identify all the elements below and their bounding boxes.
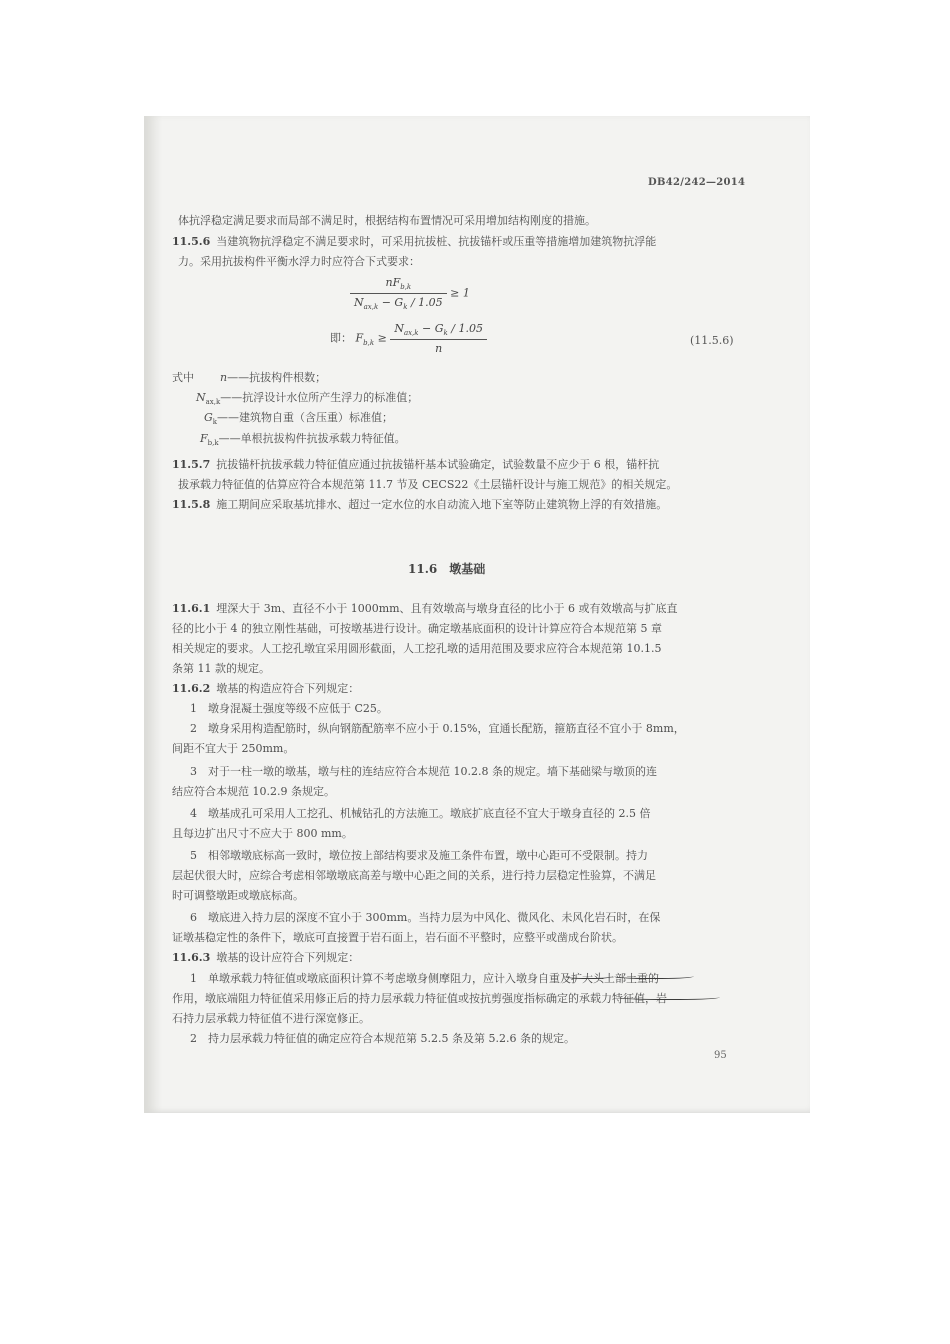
where-item: $N_{ax,k}——$抗浮设计水位所产生浮力的标准值； [196,391,419,407]
clause-number: 11.5.7 [172,458,211,471]
text-line [172,680,359,696]
line-text: 1 墩身混凝土强度等级不应低于 C25。 [190,702,388,715]
text-line [172,783,335,799]
then-label: 即： [330,331,352,345]
text-line [190,847,648,863]
clause-number: 11.5.6 [172,235,211,248]
line-text: 2 持力层承载力特征值的确定应符合本规范第 5.2.5 条及第 5.2.6 条的规定。 [190,1032,575,1045]
clause-number: 11.5.8 [172,498,211,511]
denominator: n [435,342,443,356]
symbol-desc: ——抗浮设计水位所产生浮力的标准值； [220,391,419,404]
line-text: 作用，墩底端阻力特征值采用修正后的持力层承载力特征值或按抗剪强度指标确定的承载力特征值，岩 [172,992,667,1005]
clause-number: 11.6.1 [172,602,211,615]
line-text: 墩基的设计应符合下列规定： [216,951,360,964]
section-heading: 11.6 墩基础 [408,562,486,576]
where-item: $G_k——$建筑物自重（含压重）标准值； [204,411,394,427]
line-text: 结应符合本规范 10.2.9 条规定。 [172,785,335,798]
text-line [172,620,662,636]
line-text: 埋深大于 3m、直径不小于 1000mm、且有效墩高与墩身直径的比小于 6 或有效墩高与扩底直 [216,602,678,615]
symbol: N [196,391,206,404]
line-text: 抗拔锚杆抗拔承载力特征值应通过抗拔锚杆基本试验确定，试验数量不应少于 6 根，锚杆抗 [216,458,660,471]
where-item: $F_{b,k}——$单根抗拔构件抗拔承载力特征值。 [200,432,406,448]
text-line [172,456,659,472]
fraction [390,322,487,355]
text-line [190,720,685,736]
line-text: 施工期间应采取基坑排水、超过一定水位的水自动流入地下室等防止建筑物上浮的有效措施。 [216,498,668,511]
line-text: 5 相邻墩墩底标高一致时，墩位按上部结构要求及施工条件布置，墩中心距可不受限制。持力 [190,849,648,862]
scan-shadow [144,116,162,1113]
line-text: 3 对于一柱一墩的墩基，墩与柱的连结应符合本规范 10.2.8 条的规定。墙下基础梁与墩顶的连 [190,765,657,778]
page-number: 95 [714,1050,727,1061]
line-text: 径的比小于 4 的独立刚性基础，可按墩基进行设计。确定墩基底面积的设计计算应符合本规范第 5 章 [172,622,662,635]
text-line [172,929,623,945]
clause-number: 11.6.3 [172,951,211,964]
denominator: $N_{ax,k} - G_k / 1.05$ [354,296,443,312]
line-text: 墩基的构造应符合下列规定： [216,682,360,695]
handwritten-underline [614,972,694,979]
line-text: 当建筑物抗浮稳定不满足要求时，可采用抗拔桩、抗拔锚杆或压重等措施增加建筑物抗浮能 [216,235,657,248]
symbol: F [200,432,208,445]
standard-code-header: DB42/242—2014 [648,177,746,188]
line-text: 证墩基稳定性的条件下，墩底可直接置于岩石面上，岩石面不平整时，应整平或凿成台阶状。 [172,931,623,944]
text-line [172,253,420,269]
line-text: 层起伏很大时，应综合考虑相邻墩墩底高差与墩中心距之间的关系，进行持力层稳定性验算，不满足 [172,869,656,882]
symbol-desc: ——建筑物自重（含压重）标准值； [217,411,394,424]
symbol: G [204,411,213,424]
text-line [172,1010,370,1026]
text-line [190,805,650,821]
text-line [190,1030,575,1046]
text-line [172,887,304,903]
formula-result: 即： $F_{b,k}$ ≥ $\frac{N_{ax,k} - G_k / 1.05}{n}$ [330,322,487,355]
text-line [190,700,388,716]
text-line [172,640,661,656]
text-line [172,600,678,616]
line-text: 2 墩身采用构造配筋时，纵向钢筋配筋率不应小于 0.15%，宜通长配筋，箍筋直径不宜小于 8mm， [190,722,685,735]
text-line [172,740,294,756]
text-line [172,496,667,512]
line-text: 4 墩基成孔可采用人工挖孔、机械钻孔的方法施工。墩底扩底直径不宜大于墩身直径的 2.5 倍 [190,807,651,820]
symbol-desc: ——单根抗拔构件抗拔承载力特征值。 [218,432,406,445]
rhs: ≥ 1 [450,286,470,300]
line-text: 条第 11 款的规定。 [172,662,270,675]
text-line [172,660,270,676]
line-text: 时可调整墩距或墩底标高。 [172,889,304,902]
line-text: 拔承载力特征值的估算应符合本规范第 11.7 节及 CECS22《土层锚杆设计与施工规范》的相关规定。 [178,478,678,491]
text-line [172,867,656,883]
text-line [172,949,359,965]
text-line [172,990,667,1006]
line-text: 且每边扩出尺寸不应大于 800 mm。 [172,827,353,840]
line-text: 相关规定的要求。人工挖孔墩宜采用圆形截面，人工挖孔墩的适用范围及要求应符合本规范第 10.1.5 [172,642,662,655]
line-text: 体抗浮稳定满足要求而局部不满足时，根据结构布置情况可采用增加结构刚度的措施。 [178,214,596,227]
numerator: $nF_{b,k}$ [350,276,447,294]
text-line [190,763,657,779]
line-text: 1 单墩承载力特征值或墩底面积计算不考虑墩身侧摩阻力，应计入墩身自重及扩大头上部土重的 [190,972,659,985]
where-label: 式中 n——抗拔构件根数； [172,371,327,384]
formula-inequality [350,276,470,311]
text-line [172,233,656,249]
fraction [350,276,447,311]
numerator: $N_{ax,k} - G_k / 1.05$ [390,322,487,340]
text-line [172,476,677,492]
line-text: 6 墩底进入持力层的深度不宜小于 300mm。当持力层为中风化、微风化、未风化岩石时，在保 [190,911,661,924]
line-text: 力。采用抗拔构件平衡水浮力时应符合下式要求： [178,255,420,268]
text-line [172,212,596,228]
symbol-desc: ——抗拔构件根数； [227,371,327,384]
line-text: 间距不宜大于 250mm。 [172,742,295,755]
text-line [190,909,660,925]
handwritten-underline [618,993,720,1000]
clause-number: 11.6.2 [172,682,211,695]
text-line [172,825,353,841]
handwritten-underline [564,972,612,979]
line-text: 石持力层承载力特征值不进行深宽修正。 [172,1012,370,1025]
symbol: n [220,371,228,384]
equation-number: (11.5.6) [690,334,734,347]
